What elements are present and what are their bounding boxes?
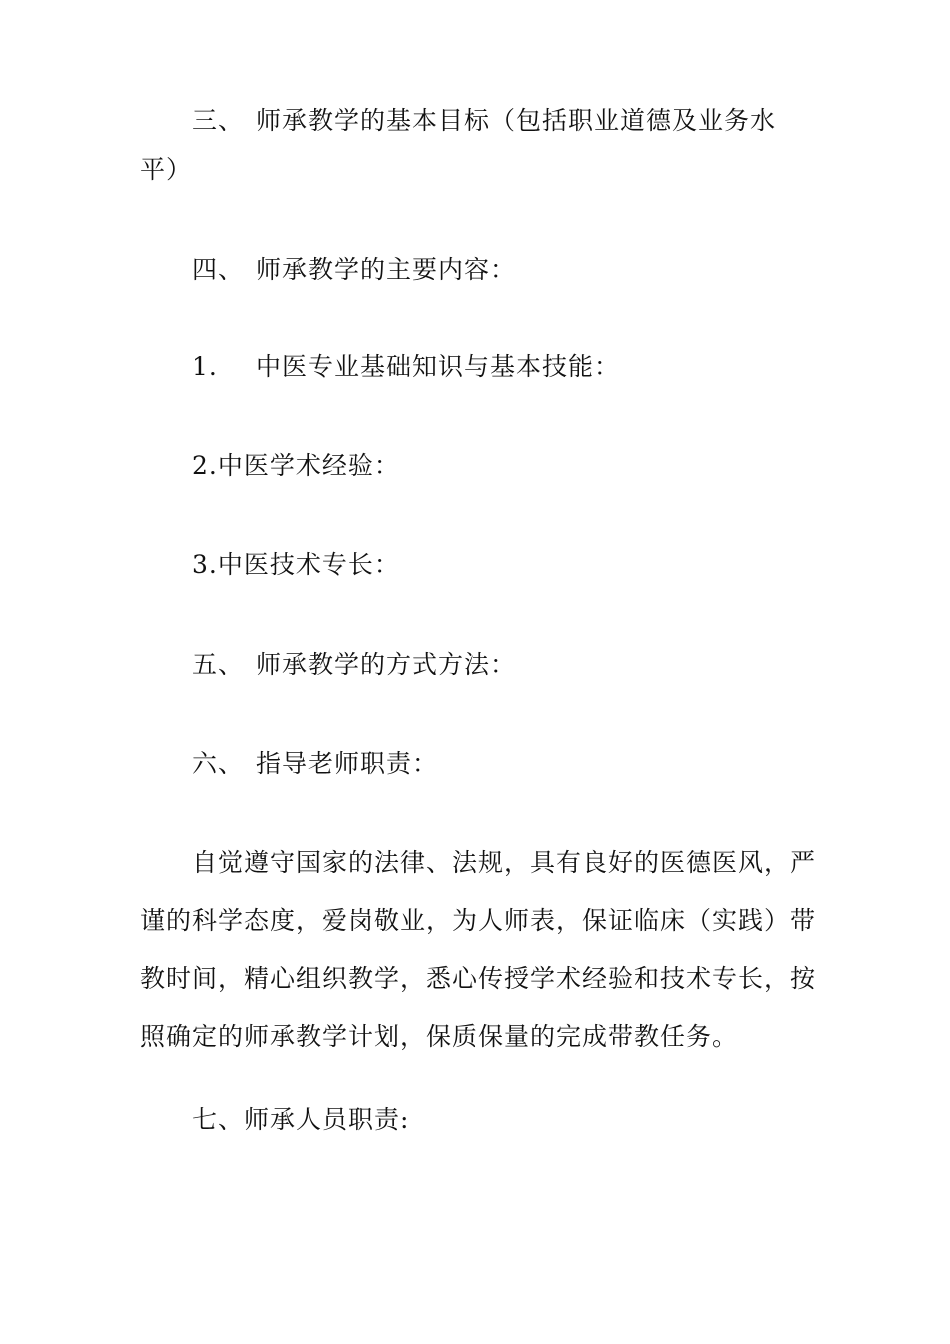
section-3-text: 师承教学的基本目标（包括职业道德及业务水: [256, 106, 777, 135]
subsection-1-text: 中医专业基础知识与基本技能：: [256, 352, 621, 381]
section-3-number: 三、: [192, 106, 245, 135]
section-6-number: 六、: [192, 749, 245, 778]
subsection-1: [192, 352, 822, 382]
section-7-heading: [192, 1105, 822, 1135]
section-5-heading: [192, 650, 822, 680]
section-4-text: 师承教学的主要内容：: [256, 255, 517, 284]
subsection-2: [192, 451, 822, 481]
section-3-text-line2: 平）: [140, 155, 193, 184]
section-3-heading-continuation: [140, 155, 820, 185]
subsection-3: [192, 550, 822, 580]
section-4-heading: [192, 255, 822, 285]
section-5-text: 师承教学的方式方法：: [256, 650, 517, 679]
section-6-heading: [192, 749, 822, 779]
section-4-number: 四、: [192, 255, 245, 284]
subsection-3-text: 3.中医技术专长：: [192, 550, 400, 579]
advisor-duties-paragraph: 自觉遵守国家的法律、法规，具有良好的医德医风，严谨的科学态度，爱岗敬业，为人师表，保证临床（实践）带教时间，精心组织教学，悉心传授学术经验和技术专长，按照确定的师承教学计划，保质保量的完成带教任务。: [140, 848, 817, 1051]
section-7-text: 七、师承人员职责:: [192, 1105, 410, 1134]
section-5-number: 五、: [192, 650, 245, 679]
section-3-heading: [192, 106, 822, 136]
section-6-text: 指导老师职责：: [256, 749, 439, 778]
subsection-1-number: 1.: [192, 352, 218, 381]
subsection-2-text: 2.中医学术经验：: [192, 451, 400, 480]
